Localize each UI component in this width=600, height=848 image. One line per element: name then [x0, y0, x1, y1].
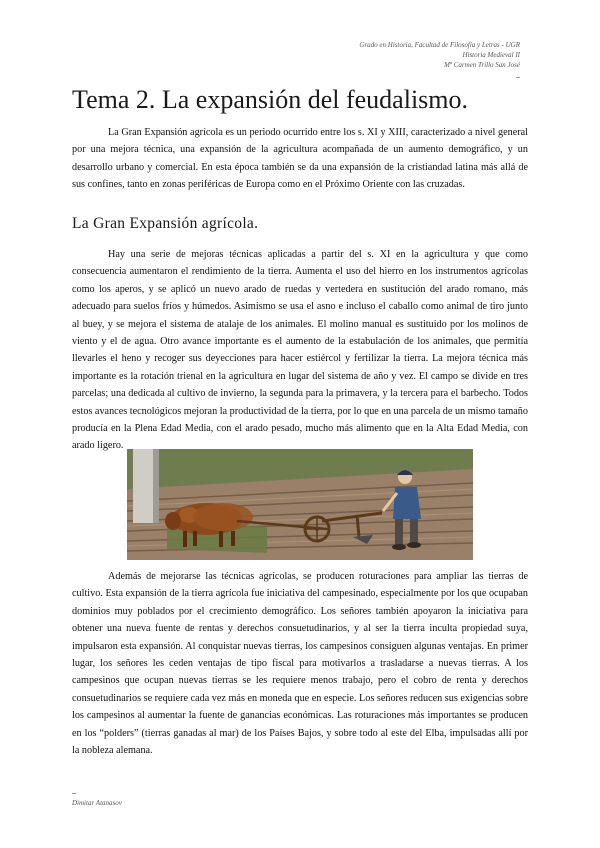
- body-paragraph-1: Hay una serie de mejoras técnicas aplicadas a partir del s. XI en la agricultura y que como consecuencia aumentaron el rendimiento de la tierra. Aumenta el uso del hierro en los instrumentos agrícolas como los aperos, y se aplicó un nuevo arado de ruedas y vertedera en sustitución del arado romano, más adecuado para suelos fríos y húmedos. Asimismo se usa el asno e incluso el caballo como animal de tiro junto al buey, y se mejora el sistema de atalaje de los animales. El molino manual es sustituido por los molinos de viento y el de agua. Otro avance importante es el aumento de la estabulación de los animales, que permitía llevarles el heno y recoger sus deyecciones para hacer estiércol y fertilizar la tierra. La mejora técnica más importante es la rotación trienal en la agricultura en lugar del sistema de año y vez. El campo se divide en tres parcelas; una dedicada al cultivo de invierno, la segunda para la primavera, y la tercera para el barbecho. Todos estos avances tecnológicos mejoran la productividad de la tierra, por lo que en una parcela de un mismo tamaño producía en la Plena Edad Media, con el arado pesado, mucho más alimento que en la Alta Edad Media, con arado ligero.: [72, 249, 528, 452]
- plowing-illustration: [127, 449, 473, 560]
- page-title: Tema 2. La expansión del feudalismo.: [72, 85, 469, 114]
- header-subject: Historia Medieval II: [462, 51, 520, 59]
- header-divider: [516, 77, 520, 78]
- page-footer: Dimitar Atanasov: [72, 799, 122, 807]
- header-professor: Mª Carmen Trillo San José: [444, 61, 520, 69]
- page-header: [220, 40, 520, 70]
- plowing-scene-image: [127, 449, 473, 560]
- footer-divider: [72, 793, 76, 794]
- section-heading: La Gran Expansión agrícola.: [72, 215, 259, 232]
- body-paragraph-2: Además de mejorarse las técnicas agrícolas, se producen roturaciones para ampliar las tierras de cultivo. Esta expansión de la tierra agrícola fue iniciativa del campesinado, especialmente por los que ocupaban dominios muy poblados por el crecimiento demográfico. Los señores también apoyaron la iniciativa para obtener una nueva fuente de rentas y derechos consuetudinarios, y al ser la tierra inculta propiedad suya, impulsaron esta expansión. Al conquistar nuevas tierras, los campesinos consiguen algunas ventajas. En primer lugar, los señores les ceden ventajas de tipo fiscal para motivarlos a trasladarse a nuevas tierras. A los campesinos que ocupan nuevas tierras se les requiere menos trabajo, pero el cobro de renta y derechos consuetudinarios se requiere cada vez más en moneda que en especie. Los señores reducen sus exigencias sobre los campesinos al aumentar la fuente de ganancias económicas. Las roturaciones más importantes se producen en los “polders” (tierras ganadas al mar) de los Países Bajos, y sobre todo al este del Elba, impulsadas allí por la nobleza alemana.: [72, 571, 528, 757]
- intro-paragraph: La Gran Expansión agrícola es un periodo ocurrido entre los s. XI y XIII, caracterizado a nivel general por una mejora técnica, una expansión de la agricultura acompañada de un aumento demográfico, y un desarrollo urbano y comercial. En esta época también se da una expansión de la cristiandad latina más allá de sus confines, tanto en zonas periféricas de Europa como en el Próximo Oriente con las cruzadas.: [72, 127, 528, 191]
- header-course: Grado en Historia, Facultad de Filosofía y Letras - UGR: [359, 41, 520, 49]
